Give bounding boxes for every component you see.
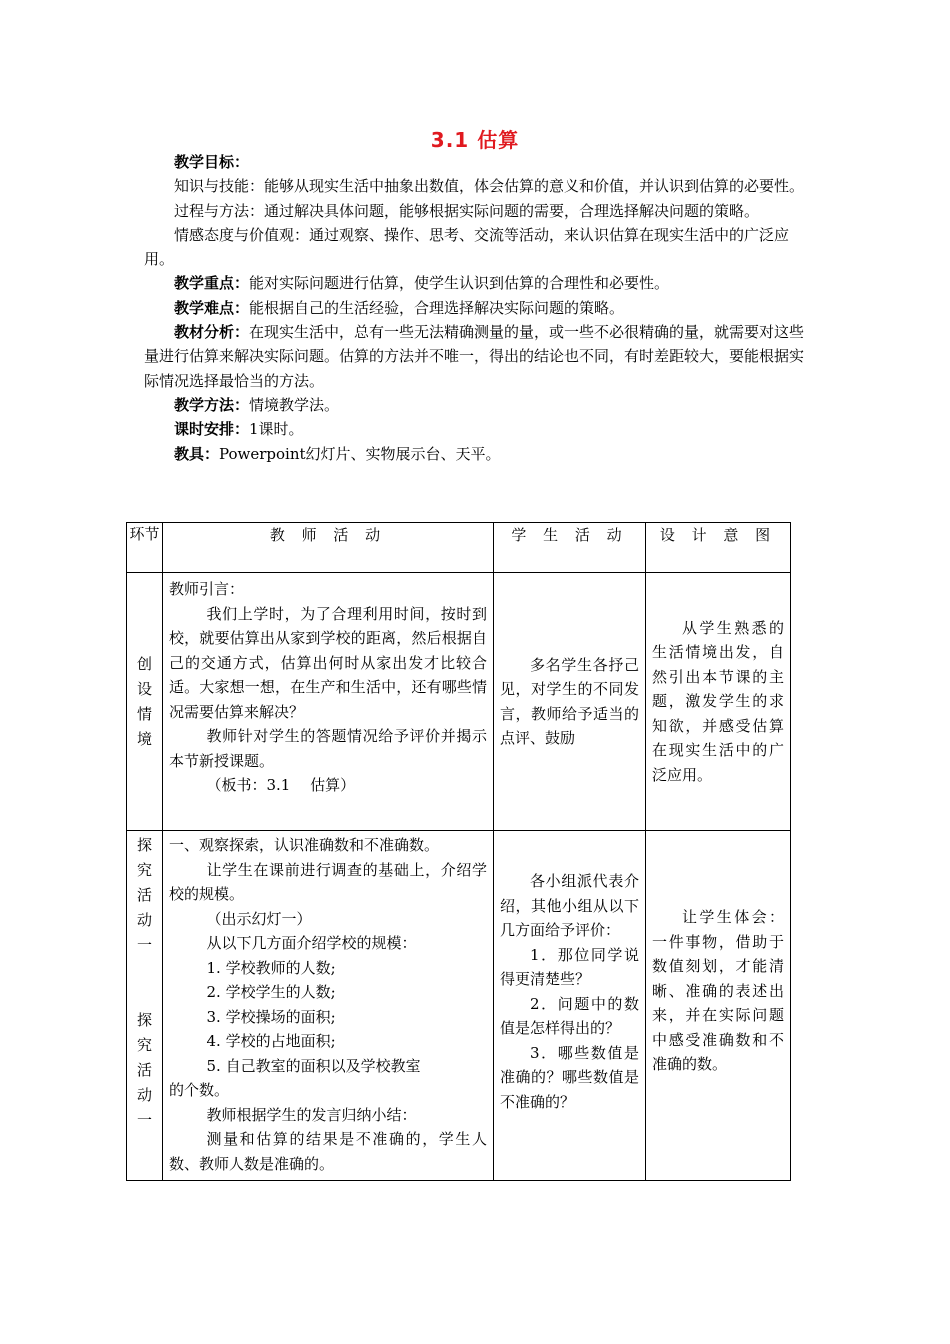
teacher-activity-cell: 一、观察探索，认识准确数和不准确数。 让学生在课前进行调查的基础上，介绍学校的规模。 （出示幻灯一） 从以下几方面介绍学校的规模： 1. 学校教师的人数; 2. 学校学生的人数; 3. 学校操场的面积; 4. 学校的占地面积; 5. 自己教室的面积以及学校教室 的个数。 教师根据学生的发言归纳小结： 测量和估算的结果是不准确的，学生人数、教师人数是准确的。 xyxy=(163,831,494,1181)
objectives-heading: 教学目标： xyxy=(174,153,250,171)
table-header-row xyxy=(127,523,791,573)
teaching-method: 教学方法：情境教学法。 xyxy=(174,395,340,414)
teacher-activity-cell: 教师引言： 我们上学时，为了合理利用时间，按时到校，就要估算出从家到学校的距离，然后根据自己的交通方式，估算出何时从家出发才比较合适。大家想一想，在生产和生活中，还有哪些情况需要估算来解决？ 教师针对学生的答题情况给予评价并揭示本节新授课题。 （板书：3.1 估算） xyxy=(163,573,494,831)
lesson-plan-table xyxy=(126,522,791,1181)
header-stage: 环节 xyxy=(127,523,163,573)
header-design: 设 计 意 图 xyxy=(646,523,791,573)
student-activity-cell: 多名学生各抒己见，对学生的不同发言，教师给予适当的点评、鼓励 xyxy=(494,573,646,831)
key-point: 教学重点：能对实际问题进行估算，使学生认识到估算的合理性和必要性。 xyxy=(174,274,670,293)
lesson-intro xyxy=(144,150,806,466)
header-student: 学 生 活 动 xyxy=(494,523,646,573)
table-row xyxy=(127,831,791,1181)
table-row xyxy=(127,573,791,831)
page-title: 3.1 估算 xyxy=(430,128,520,152)
objective-attitude: 情感态度与价值观：通过观察、操作、思考、交流等活动，来认识估算在现实生活中的广泛应用。 xyxy=(144,225,790,269)
teaching-tools: 教具：Powerpoint幻灯片、实物展示台、天平。 xyxy=(174,444,501,463)
stage-cell: 探 究 活 动 一 探 究 活 动 一 xyxy=(127,831,163,1181)
stage-cell: 创 设 情 境 xyxy=(127,573,163,831)
schedule: 课时安排：1课时。 xyxy=(174,420,304,439)
design-intent-cell: 让学生体会：一件事物，借助于数值刻划，才能清晰、准确的表述出来，并在实际问题中感受准确数和不准确的数。 xyxy=(646,831,791,1181)
objective-knowledge: 知识与技能：能够从现实生活中抽象出数值，体会估算的意义和价值，并认识到估算的必要性。 xyxy=(174,177,805,196)
design-intent-cell: 从学生熟悉的生活情境出发，自然引出本节课的主题，激发学生的求知欲，并感受估算在现实生活中的广泛应用。 xyxy=(646,573,791,831)
header-teacher: 教 师 活 动 xyxy=(163,523,494,573)
textbook-analysis: 教材分析：在现实生活中，总有一些无法精确测量的量，或一些不必很精确的量，就需要对这些量进行估算来解决实际问题。估算的方法并不唯一，得出的结论也不同，有时差距较大，要能根据实际情况选择最恰当的方法。 xyxy=(144,323,805,390)
student-activity-cell: 各小组派代表介绍，其他小组从以下几方面给予评价： 1．那位同学说得更清楚些？ 2．问题中的数值是怎样得出的？ 3．哪些数值是准确的？哪些数值是不准确的？ xyxy=(494,831,646,1181)
difficulty: 教学难点：能根据自己的生活经验，合理选择解决实际问题的策略。 xyxy=(174,298,625,317)
objective-process: 过程与方法：通过解决具体问题，能够根据实际问题的需要，合理选择解决问题的策略。 xyxy=(174,201,760,220)
